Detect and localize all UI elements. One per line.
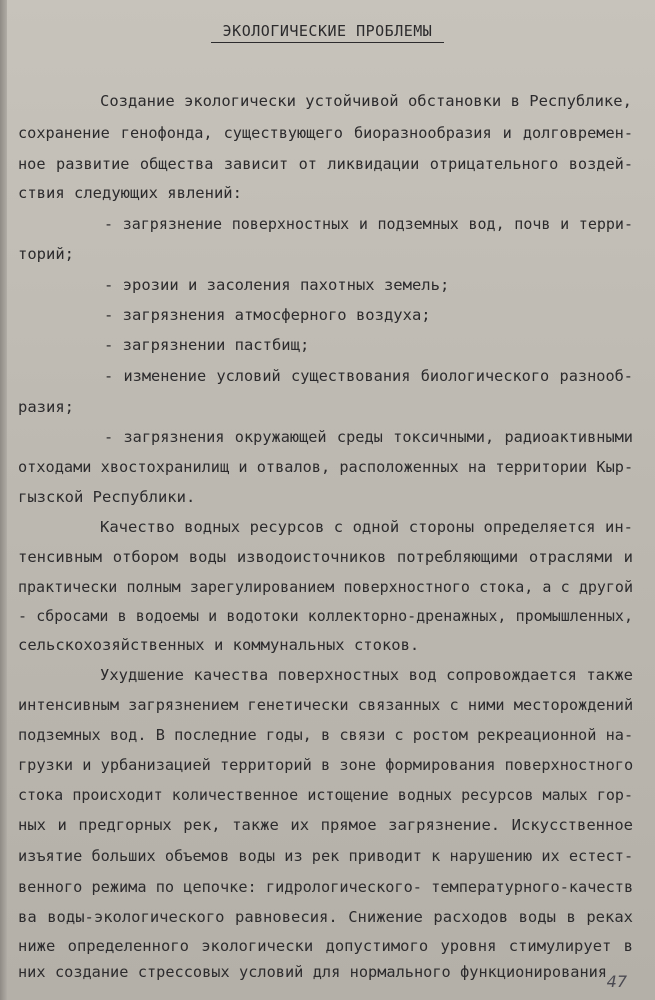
- text-line: Ухудшение качества поверхностных вод сопровождается также: [100, 666, 633, 684]
- page-edge: [0, 0, 7, 1000]
- text-line: ниже определенного экологически допустимого уровня стимулирует в: [18, 937, 633, 955]
- text-line: гызской Республики.: [18, 488, 196, 506]
- list-item: - изменение условий существования биологического разнооб-: [104, 367, 633, 385]
- text-line: сельскохозяйственных и коммунальных стоков.: [18, 636, 420, 654]
- text-line: тенсивным отбором воды изводоисточников потребляющими отраслями и: [18, 548, 633, 566]
- text-line: интенсивным загрязнением генетически связанных с ними месторождений: [18, 696, 634, 714]
- page-number: 47: [606, 972, 627, 991]
- list-item: - загрязнения атмосферного воздуха;: [104, 306, 431, 324]
- list-item: - загрязнении пастбищ;: [104, 336, 310, 354]
- text-line: ва воды-экологического равновесия. Снижение расходов воды в реках: [18, 908, 633, 926]
- document-title-text: ЭКОЛОГИЧЕСКИЕ ПРОБЛЕМЫ: [211, 22, 445, 43]
- text-line: Создание экологически устойчивой обстановки в Республике,: [100, 92, 632, 110]
- document-title: [0, 22, 655, 40]
- list-item: - эрозии и засоления пахотных земель;: [104, 276, 450, 294]
- text-line: сохранение генофонда, существующего биоразнообразия и долговремен-: [18, 124, 633, 142]
- text-line: - сбросами в водоемы и водотоки коллекторно-дренажных, промышленных,: [18, 607, 633, 625]
- text-line: грузки и урбанизацией территорий в зоне формирования поверхностного: [18, 756, 634, 774]
- text-line: ных и предгорных рек, также их прямое загрязнение. Искусственное: [18, 816, 633, 834]
- text-line: ное развитие общества зависит от ликвидации отрицательного воздей-: [18, 155, 633, 173]
- text-line: Качество водных ресурсов с одной стороны определяется ин-: [100, 518, 633, 536]
- text-line: них создание стрессовых условий для нормального функционирования: [18, 963, 607, 981]
- text-line: венного режима по цепочке: гидрологического- температурного-качеств: [18, 878, 634, 896]
- text-line: разия;: [18, 398, 74, 416]
- text-line: ствия следующих явлений:: [18, 184, 242, 202]
- text-line: изъятие больших объемов воды из рек приводит к нарушению их естест-: [18, 847, 634, 865]
- text-line: практически полным зарегулированием поверхностного стока, а с другой: [18, 578, 633, 596]
- text-line: подземных вод. В последние годы, в связи с ростом рекреационной на-: [18, 726, 634, 744]
- text-line: отходами хвостохранилищ и отвалов, расположенных на территории Кыр-: [18, 458, 634, 476]
- text-line: стока происходит количественное истощение водных ресурсов малых гор-: [18, 786, 633, 804]
- list-item: - загрязнение поверхностных и подземных вод, почв и терри-: [104, 215, 633, 233]
- list-item: - загрязнения окружающей среды токсичными, радиоактивными: [104, 428, 633, 446]
- text-line: торий;: [18, 245, 74, 263]
